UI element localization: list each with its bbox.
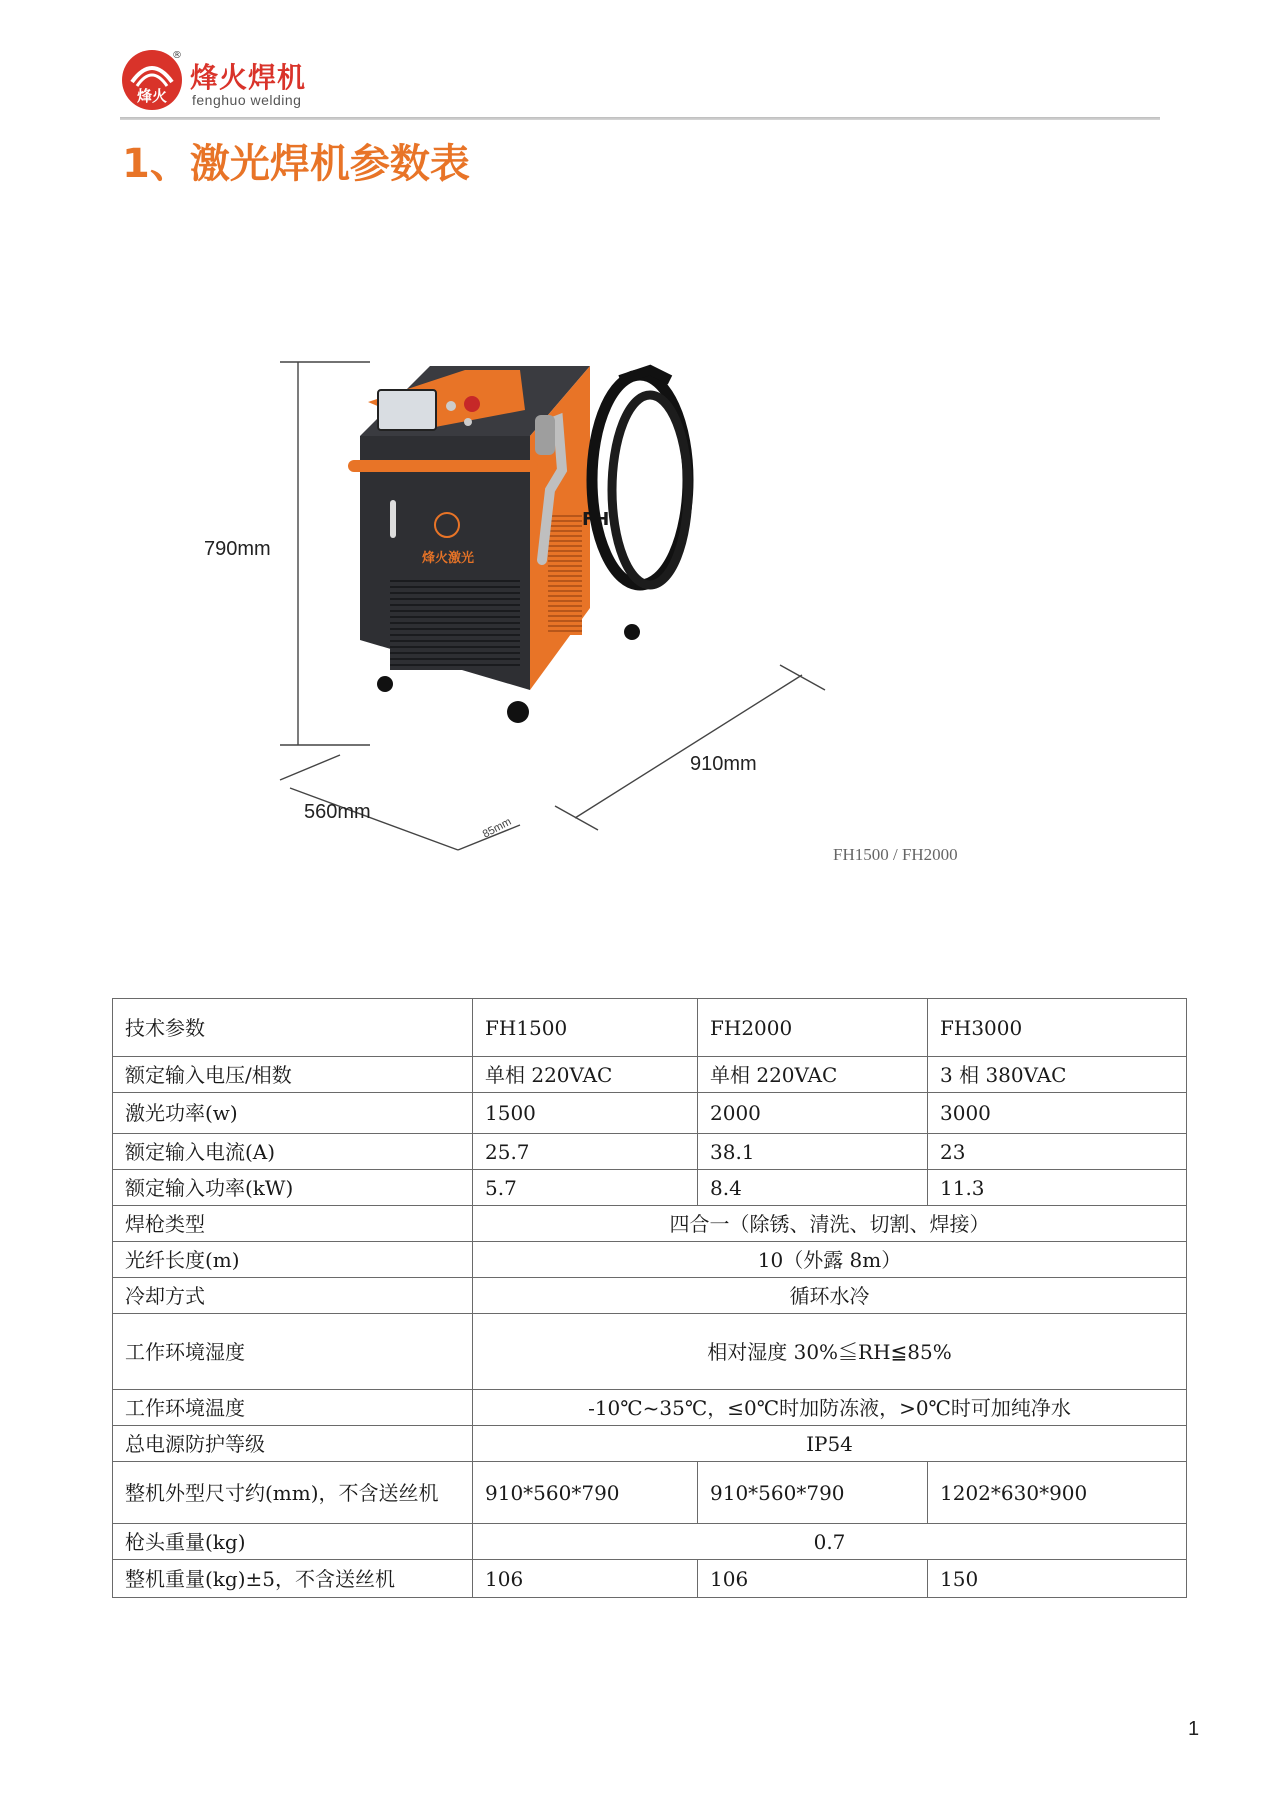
value-cell: 1500 — [473, 1093, 698, 1134]
height-dimension-label: 790mm — [204, 538, 271, 560]
table-row — [113, 1057, 1187, 1093]
spec-table — [112, 998, 1187, 1598]
header-cell: 技术参数 — [113, 999, 473, 1057]
table-row — [113, 1278, 1187, 1314]
row-label: 焊枪类型 — [113, 1206, 473, 1242]
value-cell: 38.1 — [698, 1134, 928, 1170]
value-cell: 910*560*790 — [698, 1462, 928, 1524]
row-label: 激光功率(w) — [113, 1093, 473, 1134]
page-number: 1 — [1188, 1718, 1200, 1740]
header-cell: FH3000 — [928, 999, 1187, 1057]
table-row — [113, 1093, 1187, 1134]
merged-value-cell: 循环水冷 — [473, 1278, 1187, 1314]
merged-value-cell: -10℃~35℃，≤0℃时加防冻液，>0℃时可加纯净水 — [473, 1390, 1187, 1426]
value-cell: 单相 220VAC — [473, 1057, 698, 1093]
value-cell: 25.7 — [473, 1134, 698, 1170]
value-cell: 11.3 — [928, 1170, 1187, 1206]
table-header-row — [113, 999, 1187, 1057]
depth-dimension-label: 560mm — [304, 801, 371, 823]
machine-side-label: FH — [582, 509, 610, 530]
brand-name-cn: 烽火焊机 — [190, 61, 307, 94]
value-cell: 3000 — [928, 1093, 1187, 1134]
row-label: 枪头重量(kg) — [113, 1524, 473, 1560]
page-title: 1、激光焊机参数表 — [122, 141, 470, 187]
value-cell: 5.7 — [473, 1170, 698, 1206]
value-cell: 1202*630*900 — [928, 1462, 1187, 1524]
value-cell: 23 — [928, 1134, 1187, 1170]
table-row — [113, 1524, 1187, 1560]
merged-value-cell: 0.7 — [473, 1524, 1187, 1560]
width-dimension-label: 910mm — [690, 753, 757, 775]
row-label: 总电源防护等级 — [113, 1426, 473, 1462]
table-row — [113, 1170, 1187, 1206]
row-label: 整机重量(kg)±5，不含送丝机 — [113, 1560, 473, 1598]
table-row — [113, 1314, 1187, 1390]
merged-value-cell: IP54 — [473, 1426, 1187, 1462]
machine-brand-label: 烽火激光 — [421, 551, 475, 566]
brand-name-en: fenghuo welding — [192, 92, 302, 108]
value-cell: 106 — [473, 1560, 698, 1598]
table-row — [113, 1426, 1187, 1462]
small-dimension-label: 85mm — [480, 815, 514, 841]
merged-value-cell: 四合一（除锈、清洗、切割、焊接） — [473, 1206, 1187, 1242]
row-label: 光纤长度(m) — [113, 1242, 473, 1278]
row-label: 工作环境温度 — [113, 1390, 473, 1426]
registered-mark: ® — [172, 50, 182, 61]
merged-value-cell: 10（外露 8m） — [473, 1242, 1187, 1278]
row-label: 冷却方式 — [113, 1278, 473, 1314]
row-label: 额定输入功率(kW) — [113, 1170, 473, 1206]
product-figure — [180, 340, 1020, 880]
logo-text: 烽火 — [136, 87, 168, 105]
table-row — [113, 1390, 1187, 1426]
header-divider — [120, 117, 1160, 120]
row-label: 工作环境湿度 — [113, 1314, 473, 1390]
laser-welder-machine — [348, 366, 688, 723]
header-cell: FH1500 — [473, 999, 698, 1057]
row-label: 整机外型尺寸约(mm)，不含送丝机 — [113, 1462, 473, 1524]
table-row — [113, 1206, 1187, 1242]
value-cell: 3 相 380VAC — [928, 1057, 1187, 1093]
figure-caption: FH1500 / FH2000 — [833, 845, 958, 864]
value-cell: 2000 — [698, 1093, 928, 1134]
merged-value-cell: 相对湿度 30%≦RH≦85% — [473, 1314, 1187, 1390]
value-cell: 单相 220VAC — [698, 1057, 928, 1093]
table-row — [113, 1560, 1187, 1598]
table-row — [113, 1134, 1187, 1170]
value-cell: 150 — [928, 1560, 1187, 1598]
table-row — [113, 1462, 1187, 1524]
table-row — [113, 1242, 1187, 1278]
value-cell: 106 — [698, 1560, 928, 1598]
row-label: 额定输入电压/相数 — [113, 1057, 473, 1093]
value-cell: 910*560*790 — [473, 1462, 698, 1524]
row-label: 额定输入电流(A) — [113, 1134, 473, 1170]
value-cell: 8.4 — [698, 1170, 928, 1206]
header-cell: FH2000 — [698, 999, 928, 1057]
